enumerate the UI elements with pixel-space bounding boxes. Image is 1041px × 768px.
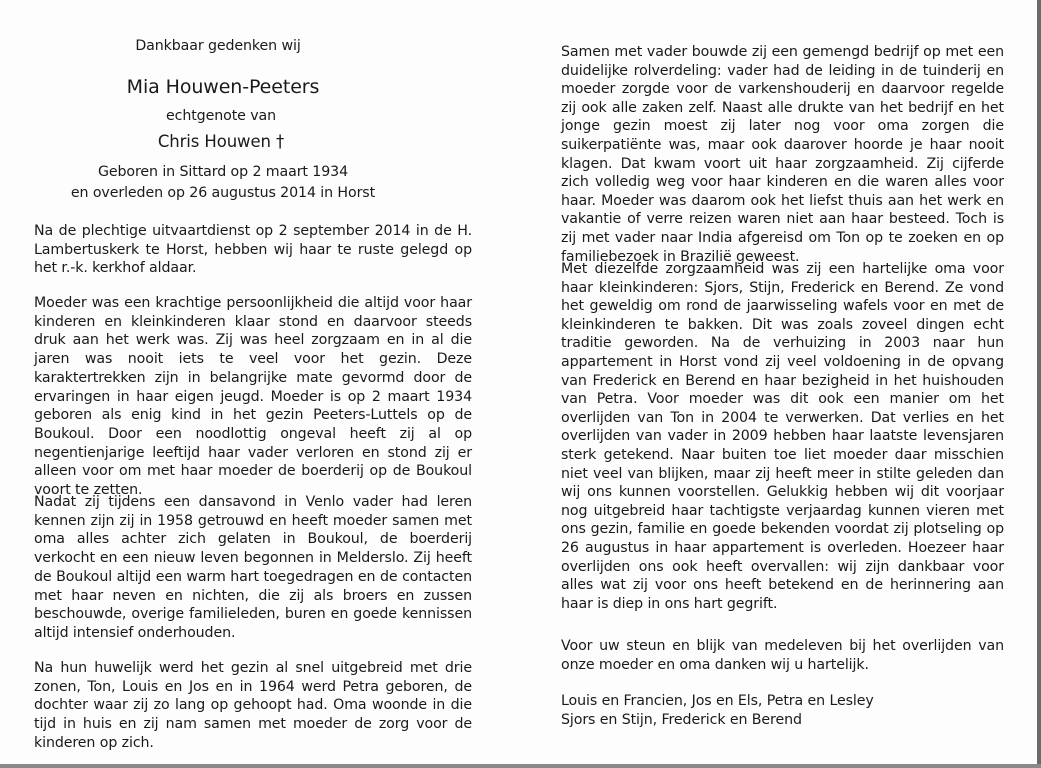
card-edge-right (1037, 0, 1041, 768)
paragraph-marriage: Nadat zij tijdens een dansavond in Venlo vader had leren kennen zijn zij in 1958 getrouwd en heeft moeder samen met oma alles achter zich gelaten in Boukoul, de boerderij verkocht en een nieuw leven begonnen in Melderslo. Zij heeft de Boukoul altijd een warm hart toegedragen en de contacten met haar neven en nichten, die zij als broers en zussen beschouwde, overige familieleden, buren en goede kennissen altijd intensief onderhouden. (34, 494, 472, 641)
paragraph-grandmother: Met diezelfde zorgzaamheid was zij een hartelijke oma voor haar kleinkinderen: Sjors, Stijn, Frederick en Berend. Ze vond het geweldig om rond de jaarwisseling wafels voor en met de kleinkinderen te bakken. Dit was zoals zoveel dingen echt traditie geworden. Na de verhuizing in 2003 naar hun appartement in Horst vond zij veel voldoening in de opvang van Frederick en Berend en haar bezigheid in het huishouden van Petra. Voor moeder was dit ook een manier om het overlijden van Ton in 2004 te verwerken. Dat verlies en het overlijden van vader in 2009 hebben haar laatste levensjaren sterk getekend. Naar buiten toe liet moeder daar misschien niet veel van blijken, maar zij heeft meer in stilte geleden dan wij ons kunnen voorstellen. Gelukkig hebben wij dit voorjaar nog uitgebreid haar tachtigste verjaardag kunnen vieren met ons gezin, familie en goede bekenden voordat zij plotseling op 26 augustus in haar appartement is overleden. Hoezeer haar overlijden ons ook heeft overvallen: wij zijn dankbaar voor alles wat zij voor ons heeft betekend en de herinnering aan haar is diep in ons hart gegrift. (561, 261, 1004, 612)
family-names-line-2: Sjors en Stijn, Frederick en Berend (561, 712, 802, 728)
relation-text: echtgenote van (166, 108, 276, 124)
paragraph-family: Na hun huwelijk werd het gezin al snel uitgebreid met drie zonen, Ton, Louis en Jos en in 1964 werd Petra geboren, de dochter waar zij zo lang op gehoopt had. Oma woonde in die tijd in huis en zij nam samen met moeder de zorg voor de kinderen op zich. (34, 660, 472, 751)
family-names-line-1: Louis en Francien, Jos en Els, Petra en Lesley (561, 693, 874, 709)
paragraph-personality: Moeder was een krachtige persoonlijkheid die altijd voor haar kinderen en kleinkinderen klaar stond en daarvoor steeds druk aan het werk was. Zij was heel zorgzaam en in al die jaren was nooit iets te veel voor het gezin. Deze karaktertrekken zijn in belangrijke mate gevormd door de ervaringen in haar eigen jeugd. Moeder is op 2 maart 1934 geboren als enig kind in het gezin Peeters-Luttels op de Boukoul. Door een noodlottig ongeval heeft zij al op negentienjarige leeftijd haar vader verloren en stond zij er alleen voor om met haar moeder de boerderij op de Boukoul voort te zetten. (34, 295, 472, 499)
thanks-text: Voor uw steun en blijk van medeleven bij het overlijden van onze moeder en oma danken wij u hartelijk. (561, 638, 1004, 673)
spouse-name: Chris Houwen † (157, 132, 285, 151)
header-intro: Dankbaar gedenken wij (135, 38, 301, 54)
birth-line: Geboren in Sittard op 2 maart 1934 (97, 164, 349, 180)
paragraph-business: Samen met vader bouwde zij een gemengd bedrijf op met een duidelijke rolverdeling: vader had de leiding in de tuinderij en moeder zorgde voor de varkenshouderij en daarvoor regelde zij ook alle zaken zelf. Naast alle drukte van het bedrijf en het jonge gezin moest zij later nog voor oma zorgen die suikerpatiënte was, maar ook daarover hoorde je haar nooit klagen. Dat kwam voort uit haar zorgzaamheid. Zij cijferde zich volledig weg voor haar kinderen en die waren alles voor haar. Moeder was daarom ook het liefst thuis aan het werk en vakantie of verre reizen waren niet aan haar besteed. Toch is zij met vader naar India afgereisd om Ton op te zoeken en op familiebezoek in Brazilië geweest. (561, 44, 1004, 265)
death-line: en overleden op 26 augustus 2014 in Horst (70, 185, 376, 201)
paragraph-funeral: Na de plechtige uitvaartdienst op 2 september 2014 in de H. Lambertuskerk te Horst, hebben wij haar te ruste gelegd op het r.-k. kerkhof aldaar. (34, 223, 472, 277)
card-edge-bottom (0, 764, 1041, 768)
deceased-name: Mia Houwen-Peeters (126, 76, 320, 98)
